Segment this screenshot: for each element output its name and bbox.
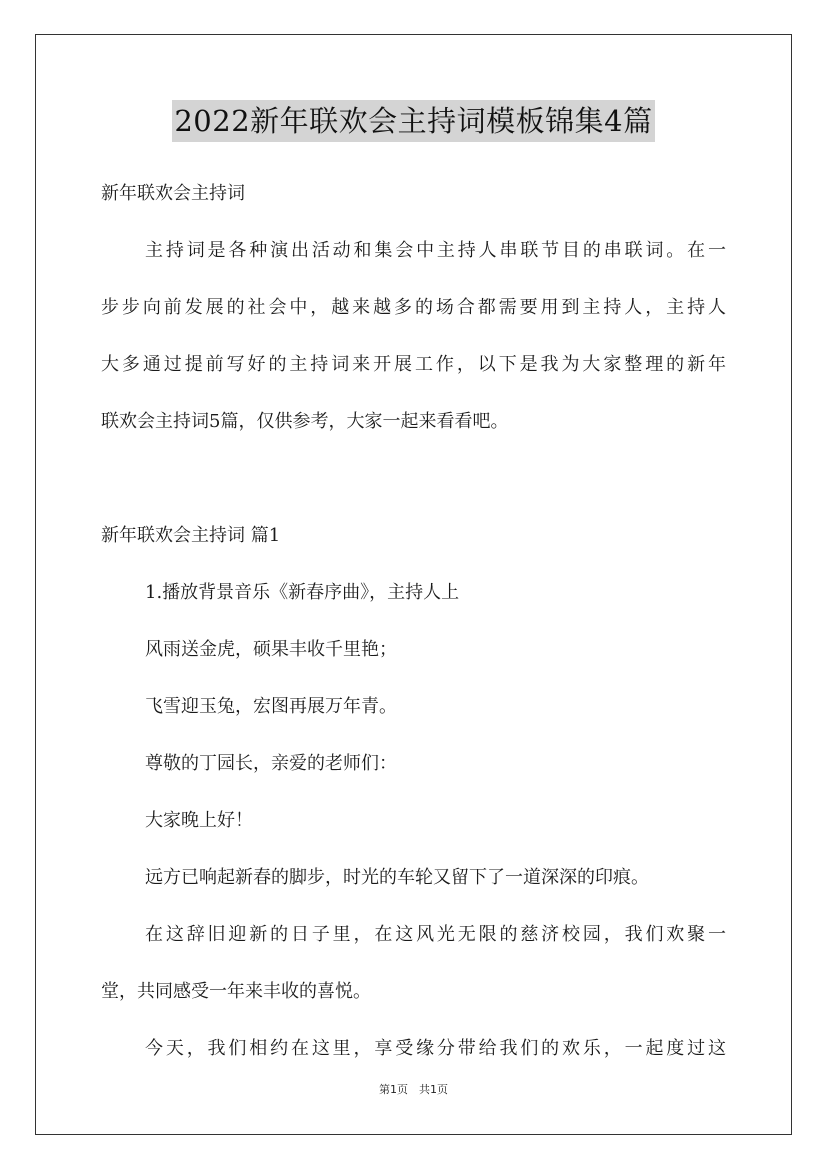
document-title: 2022新年联欢会主持词模板锦集4篇	[172, 100, 654, 142]
section-heading: 新年联欢会主持词	[101, 183, 245, 204]
part1-line: 风雨送金虎，硕果丰收千里艳；	[145, 639, 397, 660]
part1-line: 1.播放背景音乐《新春序曲》，主持人上	[145, 582, 460, 603]
document-body	[101, 165, 726, 1077]
part1-line: 大家晚上好！	[145, 810, 253, 831]
intro-line: 大多通过提前写好的主持词来开展工作，以下是我为大家整理的新年	[101, 354, 726, 375]
intro-line: 主持词是各种演出活动和集会中主持人串联节目的串联词。在一	[145, 240, 726, 261]
part1-line: 在这辞旧迎新的日子里，在这风光无限的慈济校园，我们欢聚一	[145, 924, 726, 945]
intro-line: 联欢会主持词5篇，仅供参考，大家一起来看看吧。	[101, 411, 509, 432]
title-container	[0, 100, 827, 142]
part1-line: 尊敬的丁园长，亲爱的老师们：	[145, 753, 397, 774]
part1-line: 远方已响起新春的脚步，时光的车轮又留下了一道深深的印痕。	[145, 867, 649, 888]
part1-line: 堂，共同感受一年来丰收的喜悦。	[101, 981, 371, 1002]
part1-line: 飞雪迎玉兔，宏图再展万年青。	[145, 696, 397, 717]
part1-heading: 新年联欢会主持词 篇1	[101, 525, 281, 546]
intro-line: 步步向前发展的社会中，越来越多的场合都需要用到主持人，主持人	[101, 297, 726, 318]
page-number: 第1页 共1页	[379, 1083, 448, 1096]
page-footer	[0, 1082, 827, 1098]
paragraph-gap	[101, 450, 726, 507]
part1-line: 今天，我们相约在这里，享受缘分带给我们的欢乐，一起度过这	[145, 1038, 726, 1059]
